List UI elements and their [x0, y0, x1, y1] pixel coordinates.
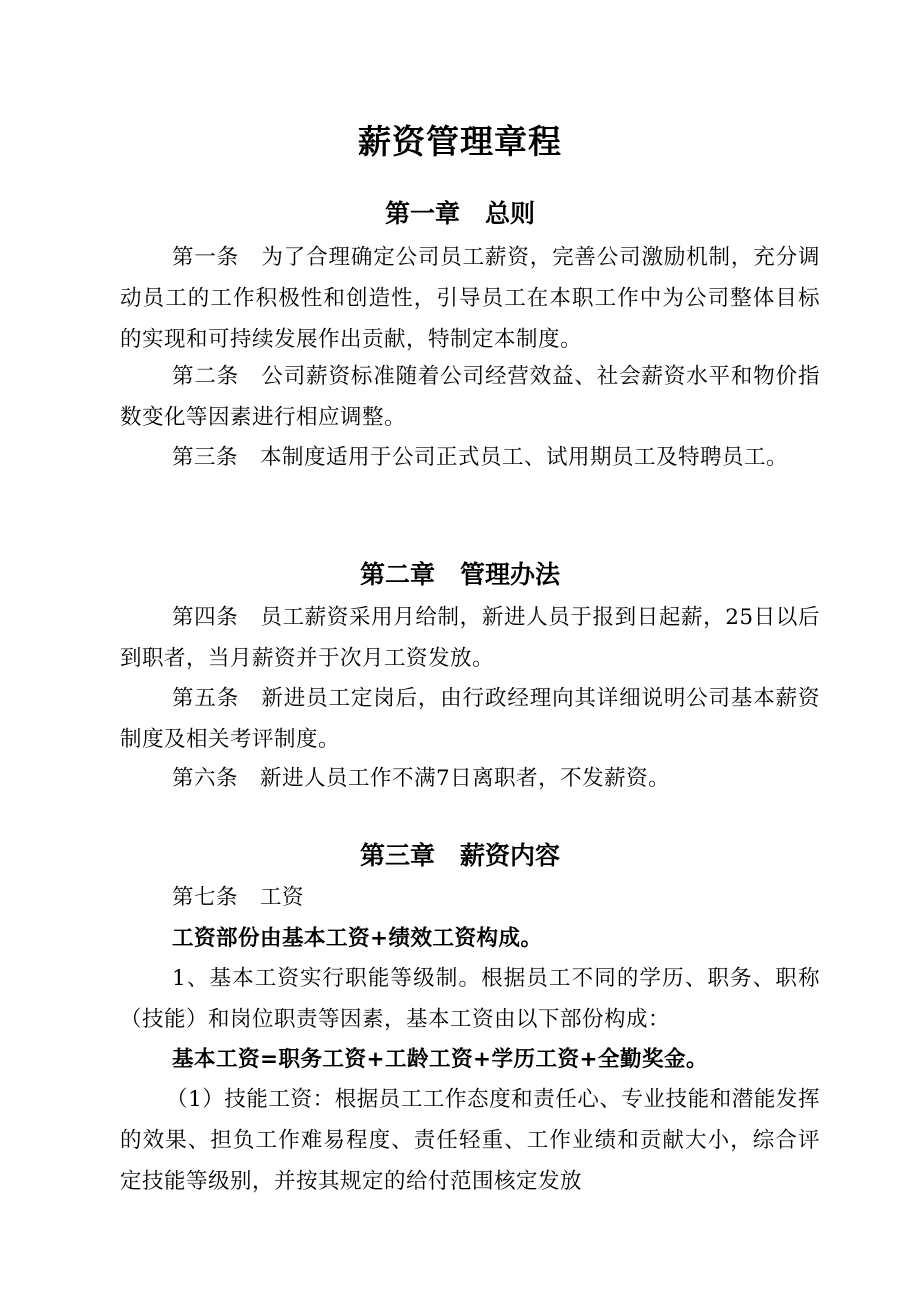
base-salary-formula: 基本工资=职务工资+工龄工资+学历工资+全勤奖金。 — [172, 1047, 709, 1072]
article-3: 第三条 本制度适用于公司正式员工、试用期员工及特聘员工。 — [172, 445, 789, 470]
article-6: 第六条 新进人员工作不满7日离职者，不发薪资。 — [172, 766, 671, 791]
chapter-heading-3: 第三章 薪资内容 — [359, 841, 560, 870]
document-title: 薪资管理章程 — [358, 122, 562, 161]
article-7: 第七条 工资 — [172, 885, 305, 910]
article-4: 第四条 员工薪资采用月给制，新进人员于报到日起薪，25日以后到职者，当月薪资并于次月工资发放。 — [120, 605, 820, 671]
article-1: 第一条 为了合理确定公司员工薪资，完善公司激励机制，充分调动员工的工作积极性和创造性，引导员工在本职工作中为公司整体目标的实现和可持续发展作出贡献，特制定本制度。 — [120, 245, 820, 352]
skill-wage-description: （1）技能工资：根据员工工作态度和责任心、专业技能和潜能发挥的效果、担负工作难易程度、责任轻重、工作业绩和贡献大小，综合评定技能等级别，并按其规定的给付范围核定发放 — [120, 1087, 820, 1194]
chapter-heading-1: 第一章 总则 — [384, 199, 535, 228]
salary-composition: 工资部份由基本工资+绩效工资构成。 — [172, 926, 543, 951]
article-2: 第二条 公司薪资标准随着公司经营效益、社会薪资水平和物价指数变化等因素进行相应调整。 — [120, 364, 820, 430]
base-salary-description: 1、基本工资实行职能等级制。根据员工不同的学历、职务、职称（技能）和岗位职责等因素，基本工资由以下部份构成： — [120, 966, 820, 1032]
article-5: 第五条 新进员工定岗后，由行政经理向其详细说明公司基本薪资制度及相关考评制度。 — [120, 686, 820, 752]
chapter-heading-2: 第二章 管理办法 — [359, 560, 560, 589]
